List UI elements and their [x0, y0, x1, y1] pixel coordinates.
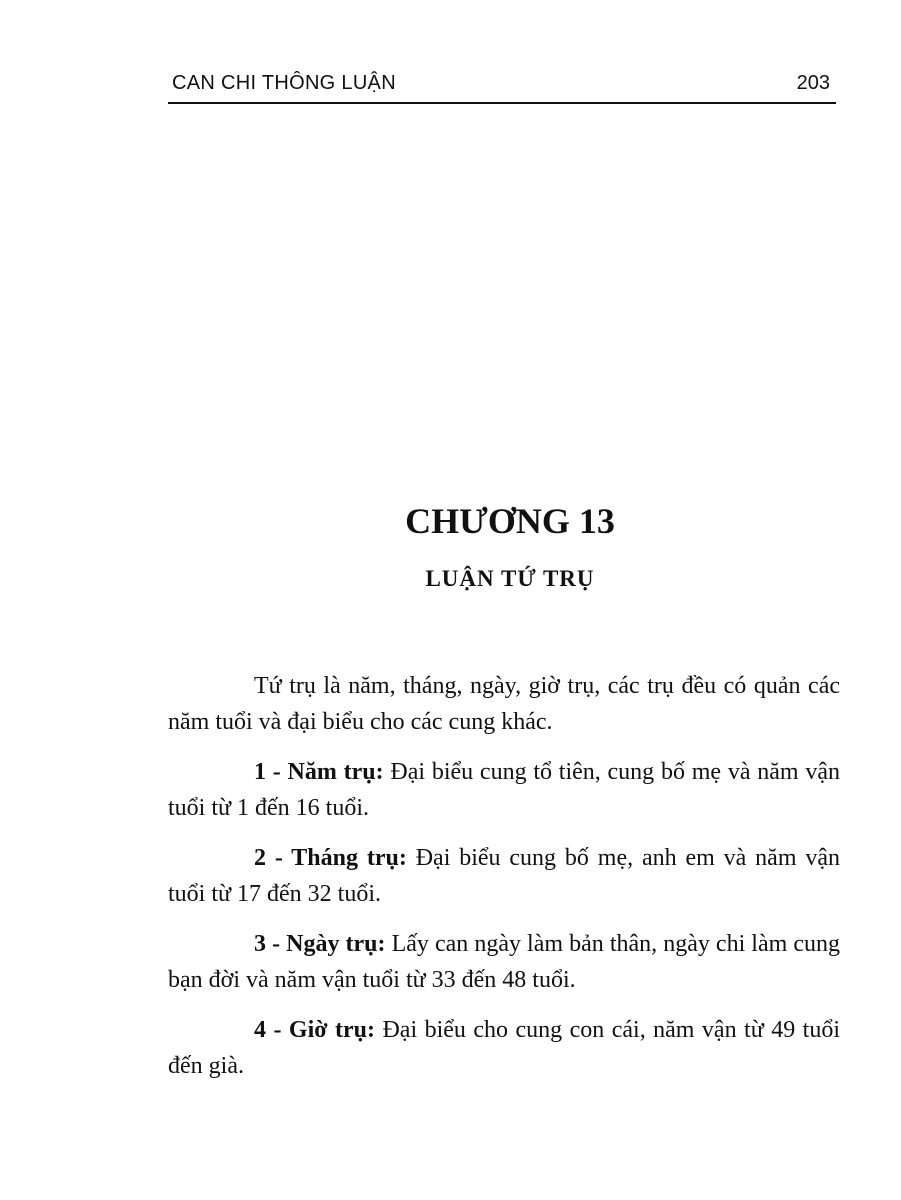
- paragraph-text: Đại biểu cung bố mẹ, anh em và năm vận tuổi từ 17 đến 32 tuổi.: [168, 845, 841, 907]
- page-number: 203: [796, 72, 830, 94]
- paragraph-text: Đại biểu cho cung con cái, năm vận từ 49 tuổi đến già.: [168, 1017, 840, 1079]
- paragraph-label: 3 - Ngày trụ:: [254, 931, 386, 957]
- paragraph-month-pillar: [168, 840, 840, 912]
- chapter-heading: CHƯƠNG 13: [405, 501, 615, 541]
- paragraph-label: 1 - Năm trụ:: [254, 759, 384, 785]
- paragraph-text: Đại biểu cung tổ tiên, cung bố mẹ và năm vận tuổi từ 1 đến 16 tuổi.: [168, 759, 840, 821]
- paragraph-label: 4 - Giờ trụ:: [254, 1017, 375, 1043]
- running-header: [168, 68, 836, 104]
- paragraph-year-pillar: [168, 754, 840, 826]
- paragraph-intro: [168, 668, 840, 740]
- book-title: CAN CHI THÔNG LUẬN: [172, 72, 396, 94]
- body-text: [168, 668, 840, 1098]
- paragraph-day-pillar: [168, 926, 840, 998]
- paragraph-text: Lấy can ngày làm bản thân, ngày chi làm cung bạn đời và năm vận tuổi từ 33 đến 48 tuổi.: [168, 931, 841, 993]
- paragraph-hour-pillar: [168, 1012, 840, 1084]
- paragraph-text: Tứ trụ là năm, tháng, ngày, giờ trụ, các trụ đều có quản các năm tuổi và đại biểu cho các cung khác.: [168, 673, 840, 735]
- chapter-title: LUẬN TỨ TRỤ: [425, 566, 595, 591]
- paragraph-label: 2 - Tháng trụ:: [254, 845, 407, 871]
